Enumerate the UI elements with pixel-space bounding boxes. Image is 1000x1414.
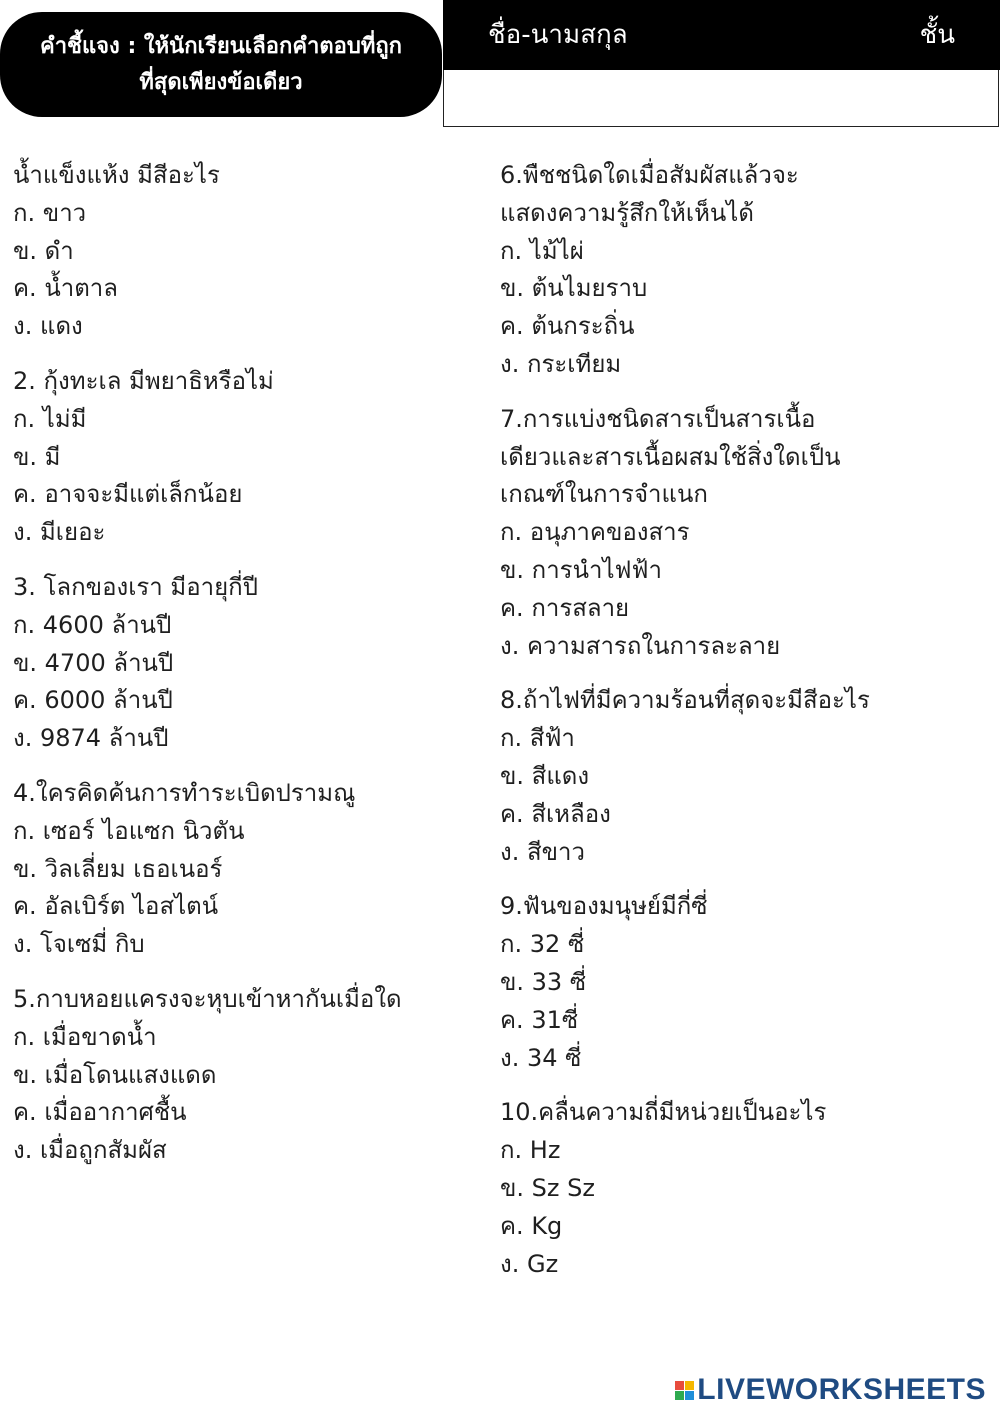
answer-option[interactable]: ง. แดง <box>13 312 83 341</box>
question-text: 7.การแบ่งชนิดสารเป็นสารเนื้อ <box>500 404 816 433</box>
answer-option[interactable]: ก. ไม้ไผ่ <box>500 236 584 265</box>
question-text: 5.กาบหอยแครงจะหุบเข้าหากันเมื่อใด <box>13 984 402 1013</box>
answer-option[interactable]: ข. Sz Sz <box>500 1173 595 1202</box>
answer-option[interactable]: ก. 32 ซี่ <box>500 930 585 959</box>
answer-option[interactable]: ค. Kg <box>500 1211 563 1240</box>
logo-square <box>675 1391 684 1400</box>
liveworksheets-logo-icon <box>675 1381 694 1400</box>
answer-option[interactable]: ก. Hz <box>500 1136 561 1165</box>
answer-option[interactable]: ข. สีแดง <box>500 761 590 790</box>
question-text: เกณฑ์ในการจำแนก <box>500 480 708 509</box>
answer-option[interactable]: ค. อาจจะมีแต่เล็กน้อย <box>13 480 243 509</box>
answer-option[interactable]: ง. โจเซมี่ กิบ <box>13 930 145 959</box>
answer-option[interactable]: ข. การนำไฟฟ้า <box>500 555 662 584</box>
question-text: 3. โลกของเรา มีอายุกี่ปี <box>13 572 258 601</box>
logo-square <box>685 1391 694 1400</box>
question-text: 6.พืชชนิดใดเมื่อสัมผัสแล้วจะ <box>500 161 799 189</box>
answer-option[interactable]: ก. สีฟ้า <box>500 724 575 753</box>
student-info-header <box>443 0 1000 70</box>
name-label: ชื่อ-นามสกุล <box>488 20 628 50</box>
class-label: ชั้น <box>919 20 955 50</box>
question-text: แสดงความรู้สึกให้เห็นได้ <box>500 198 754 227</box>
question-block <box>13 363 483 552</box>
answer-option[interactable]: ค. เมื่ออากาศชื้น <box>13 1098 187 1127</box>
brand-text: LIVEWORKSHEETS <box>697 1373 986 1406</box>
answer-option[interactable]: ก. เมื่อขาดน้ำ <box>13 1022 157 1051</box>
answer-option[interactable]: ข. 33 ซี่ <box>500 967 587 996</box>
answer-option[interactable]: ข. ต้นไมยราบ <box>500 274 648 303</box>
question-block <box>500 401 990 666</box>
answer-option[interactable]: ง. 9874 ล้านปี <box>13 724 169 753</box>
answer-option[interactable]: ง. 34 ซี่ <box>500 1043 582 1072</box>
instruction-line-1: คำชี้แจง : ให้นักเรียนเลือกคำตอบที่ถูก <box>39 33 402 59</box>
liveworksheets-logo <box>675 1372 986 1408</box>
questions-left-column <box>13 157 483 1187</box>
answer-option[interactable]: ข. 4700 ล้านปี <box>13 648 174 677</box>
question-text: 9.ฟันของมนุษย์มีกี่ซี่ <box>500 892 708 921</box>
question-text: 4.ใครคิดค้นการทำระเบิดปรามณู <box>13 778 356 807</box>
question-block <box>13 981 483 1170</box>
answer-option[interactable]: ง. มีเยอะ <box>13 518 106 547</box>
logo-square <box>685 1381 694 1390</box>
answer-option[interactable]: ง. Gz <box>500 1249 559 1278</box>
questions-right-column <box>500 157 990 1300</box>
answer-option[interactable]: ก. ไม่มี <box>13 404 87 433</box>
answer-option[interactable]: ข. มี <box>13 442 61 471</box>
answer-option[interactable]: ก. 4600 ล้านปี <box>13 610 172 639</box>
question-block <box>13 569 483 758</box>
answer-option[interactable]: ก. เซอร์ ไอแซก นิวตัน <box>13 816 245 845</box>
answer-option[interactable]: ข. ดำ <box>13 236 74 265</box>
question-text: 10.คลื่นความถี่มีหน่วยเป็นอะไร <box>500 1098 827 1127</box>
answer-option[interactable]: ง. เมื่อถูกสัมผัส <box>13 1136 167 1165</box>
question-block <box>500 888 990 1077</box>
question-text: เดียวและสารเนื้อผสมใช้สิ่งใดเป็น <box>500 442 841 471</box>
answer-option[interactable]: ค. น้ำตาล <box>13 274 118 303</box>
question-text: น้ำแข็งแห้ง มีสีอะไร <box>13 161 220 189</box>
question-block <box>13 775 483 964</box>
question-text: 8.ถ้าไฟที่มีความร้อนที่สุดจะมีสีอะไร <box>500 686 870 715</box>
logo-square <box>675 1381 684 1390</box>
answer-option[interactable]: ค. ต้นกระถิ่น <box>500 312 635 341</box>
answer-option[interactable]: ง. สีขาว <box>500 837 585 866</box>
name-field[interactable] <box>443 70 999 127</box>
question-text: 2. กุ้งทะเล มีพยาธิหรือไม่ <box>13 366 274 395</box>
question-block <box>13 157 483 346</box>
answer-option[interactable]: ง. ความสารถในการละลาย <box>500 631 781 660</box>
instruction-banner <box>0 12 442 117</box>
answer-option[interactable]: ก. อนุภาคของสาร <box>500 518 690 547</box>
answer-option[interactable]: ค. 31ซี่ <box>500 1005 579 1034</box>
answer-option[interactable]: ก. ขาว <box>13 198 87 227</box>
instruction-line-2: ที่สุดเพียงข้อเดียว <box>139 69 303 95</box>
question-block <box>500 682 990 871</box>
answer-option[interactable]: ง. กระเทียม <box>500 349 622 378</box>
answer-option[interactable]: ค. 6000 ล้านปี <box>13 686 173 715</box>
answer-option[interactable]: ข. เมื่อโดนแสงแดด <box>13 1060 217 1089</box>
question-block <box>500 157 990 384</box>
answer-option[interactable]: ค. การสลาย <box>500 593 630 622</box>
answer-option[interactable]: ค. อัลเบิร์ต ไอสไตน์ <box>13 892 219 921</box>
answer-option[interactable]: ค. สีเหลือง <box>500 799 611 828</box>
answer-option[interactable]: ข. วิลเลี่ยม เธอเนอร์ <box>13 854 223 883</box>
question-block <box>500 1094 990 1283</box>
